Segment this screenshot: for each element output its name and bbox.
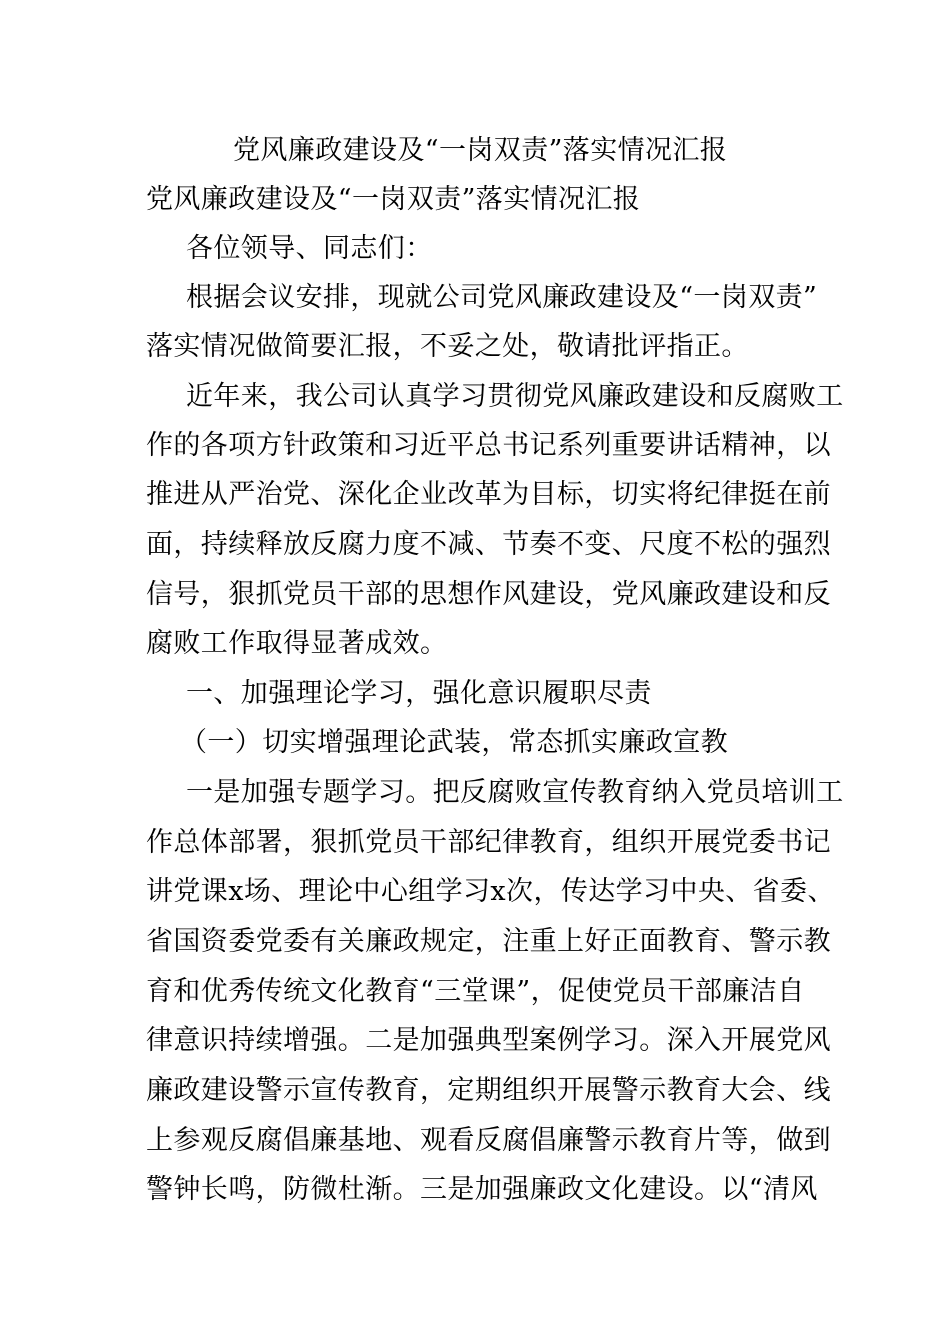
paragraph-line: 近年来，我公司认真学习贯彻党风廉政建设和反腐败工 (186, 381, 844, 412)
paragraph-line: 推进从严治党、深化企业改革为目标，切实将纪律挺在前 (146, 479, 831, 510)
paragraph-line: 面，持续释放反腐力度不减、节奏不变、尺度不松的强烈 (146, 529, 831, 560)
paragraph-line: 落实情况做简要汇报，不妥之处，敬请批评指正。 (146, 331, 749, 362)
document-subtitle: 党风廉政建设及“一岗双责”落实情况汇报 (146, 184, 641, 215)
paragraph-line: 作的各项方针政策和习近平总书记系列重要讲话精神，以 (146, 430, 831, 461)
paragraph-line: 一是加强专题学习。把反腐败宣传教育纳入党员培训工 (186, 777, 844, 808)
paragraph-line: 育和优秀传统文化教育“三堂课”，促使党员干部廉洁自 (146, 976, 805, 1007)
subsection-heading: （一）切实增强理论武装，常态抓实廉政宣教 (180, 727, 728, 758)
paragraph-line: 信号，狠抓党员干部的思想作风建设，党风廉政建设和反 (146, 579, 831, 610)
paragraph-line: 讲党课x场、理论中心组学习x次，传达学习中央、省委、 (146, 876, 835, 907)
paragraph-line: 廉政建设警示宣传教育，定期组织开展警示教育大会、线 (146, 1075, 831, 1106)
paragraph-line: 腐败工作取得显著成效。 (146, 628, 448, 659)
paragraph-line: 作总体部署，狠抓党员干部纪律教育，组织开展党委书记 (146, 827, 831, 858)
paragraph-line: 上参观反腐倡廉基地、观看反腐倡廉警示教育片等，做到 (146, 1125, 831, 1156)
paragraph-line: 省国资委党委有关廉政规定，注重上好正面教育、警示教 (146, 926, 831, 957)
paragraph-line: 警钟长鸣，防微杜渐。三是加强廉政文化建设。以“清风 (146, 1174, 818, 1205)
paragraph-line: 律意识持续增强。二是加强典型案例学习。深入开展党风 (146, 1025, 831, 1056)
document-title: 党风廉政建设及“一岗双责”落实情况汇报 (233, 135, 728, 166)
salutation: 各位领导、同志们： (186, 233, 433, 264)
paragraph-line: 根据会议安排，现就公司党风廉政建设及“一岗双责” (186, 282, 818, 313)
section-heading: 一、加强理论学习，强化意识履职尽责 (186, 678, 652, 709)
